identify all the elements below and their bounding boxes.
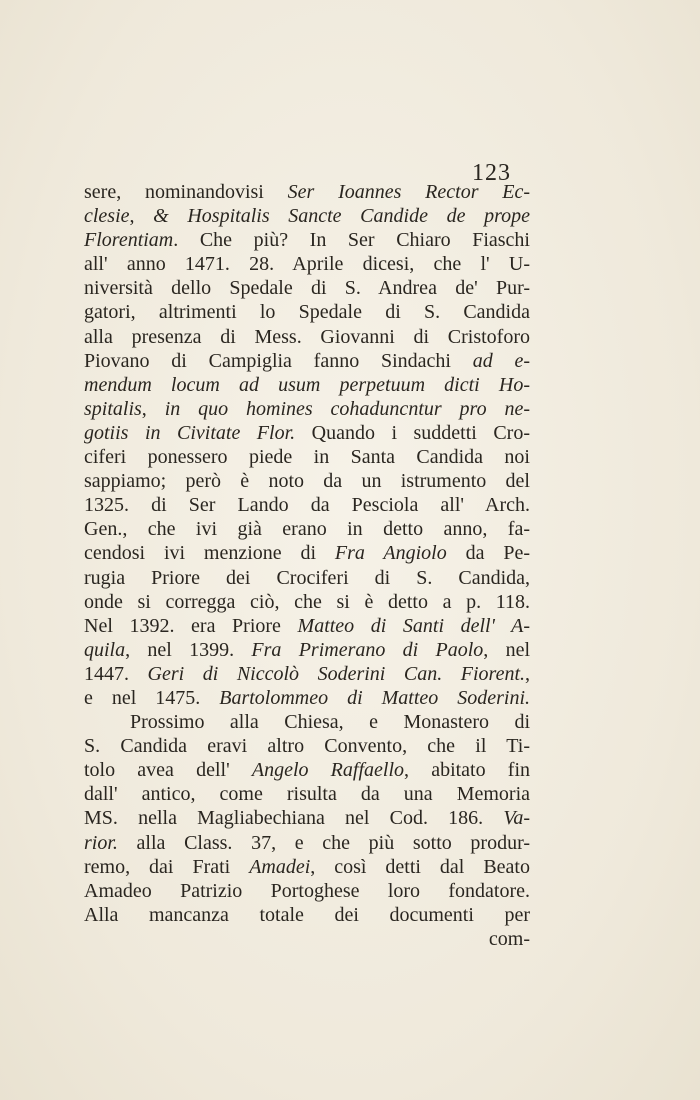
italic-phrase: clesie xyxy=(84,205,130,228)
italic-phrase: mendum locum ad usum perpetuum dicti Ho- xyxy=(84,373,530,396)
text-line: dall' antico, come risulta da una Memoria xyxy=(84,783,530,806)
catchword: com- xyxy=(488,927,530,950)
italic-phrase: Angelo Raffaello xyxy=(251,759,405,782)
italic-phrase: Ser Ioannes Rector Ec- xyxy=(287,181,531,203)
italic-phrase: & Hospitalis Sancte Candide de prope xyxy=(153,205,531,228)
text-line: Gen., che ivi già erano in detto anno, fa- xyxy=(84,518,530,541)
text-line: spitalis, in quo homines cohaduncntur pro ne- xyxy=(84,397,531,420)
text-line: rugia Priore dei Crociferi di S. Candida, xyxy=(84,566,530,589)
text-line: alla presenza di Mess. Giovanni di Cristoforo xyxy=(84,325,530,348)
text-line: quila, nel 1399. Fra Primerano di Paolo, nel xyxy=(84,638,531,661)
text-line: 1325. di Ser Lando da Pesciola all' Arch. xyxy=(84,494,530,517)
italic-phrase: spitalis xyxy=(84,397,142,420)
text-line: clesie, & Hospitalis Sancte Candide de prope xyxy=(84,205,531,228)
text-line: MS. nella Magliabechiana nel Cod. 186. Va- xyxy=(84,807,530,830)
italic-phrase: rior. xyxy=(84,831,118,854)
text-line: all' anno 1471. 28. Aprile dicesi, che l' U- xyxy=(84,253,530,276)
italic-phrase: Florentiam xyxy=(84,229,174,252)
text-line: Nel 1392. era Priore Matteo di Santi dell' A- xyxy=(84,614,530,637)
italic-phrase: Fra Angiolo xyxy=(334,542,447,565)
text-line: Prossimo alla Chiesa, e Monastero di xyxy=(130,711,530,734)
text-line xyxy=(84,373,530,397)
text-line: tolo avea dell' Angelo Raffaello, abitato fin xyxy=(84,759,530,782)
text-line: rior. alla Class. 37, e che più sotto produr- xyxy=(84,831,530,854)
italic-phrase: Amadei xyxy=(249,855,311,878)
text-line: e nel 1475. Bartolommeo di Matteo Soderini. xyxy=(84,686,531,709)
italic-phrase: Va- xyxy=(503,807,530,830)
text-line: gatori, altrimenti lo Spedale di S. Candida xyxy=(84,301,530,324)
text-line: gotiis in Civitate Flor. Quando i suddetti Cro- xyxy=(84,421,530,444)
text-line: niversità dello Spedale di S. Andrea de' Pur- xyxy=(84,277,530,300)
text-line: onde si corregga ciò, che si è detto a p. 118. xyxy=(84,590,530,613)
text-line: sappiamo; però è noto da un istrumento del xyxy=(84,470,530,493)
italic-phrase: ad e- xyxy=(472,349,530,372)
text-line: Alla mancanza totale dei documenti per xyxy=(84,903,530,926)
italic-phrase: quila xyxy=(84,638,126,661)
text-line: sere, nominandovisi Ser Ioannes Rector Ec- xyxy=(84,181,531,203)
italic-phrase: Fra Primerano di Paolo xyxy=(251,638,484,661)
page-number: 123 xyxy=(472,160,511,186)
text-line: S. Candida eravi altro Convento, che il Ti- xyxy=(84,735,530,758)
italic-phrase: Matteo di Santi dell' A- xyxy=(297,614,530,637)
text-line: ciferi ponessero piede in Santa Candida noi xyxy=(84,446,530,469)
text-line: cendosi ivi menzione di Fra Angiolo da Pe- xyxy=(84,542,530,565)
text-line: 1447. Geri di Niccolò Soderini Can. Fiorent., xyxy=(84,662,531,685)
italic-phrase: gotiis in Civitate Flor. xyxy=(84,421,296,444)
italic-phrase: Geri di Niccolò Soderini Can. Fiorent. xyxy=(147,662,526,685)
body-text xyxy=(84,180,530,951)
text-line: remo, dai Frati Amadei, così detti dal Beato xyxy=(84,855,530,878)
italic-phrase: Bartolommeo di Matteo Soderini. xyxy=(219,686,531,709)
text-line: Piovano di Campiglia fanno Sindachi ad e- xyxy=(84,349,530,372)
text-line: Florentiam. Che più? In Ser Chiaro Fiaschi xyxy=(84,229,530,252)
text-line: Amadeo Patrizio Portoghese loro fondatore. xyxy=(84,879,530,902)
italic-phrase: in quo homines cohaduncntur pro ne- xyxy=(164,397,531,420)
